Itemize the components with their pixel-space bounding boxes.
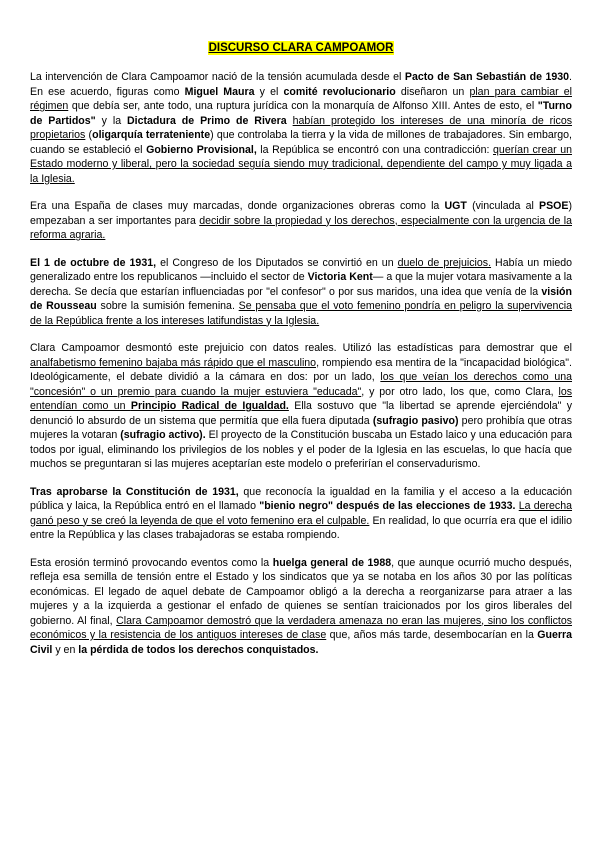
bold-text: Dictadura de Primo de Rivera xyxy=(127,114,287,127)
underlined-text: querían crear un Estado moderno y liberal, pero la sociedad seguía siendo muy tradicional, dependiente del campo y muy ligada a la Iglesia. xyxy=(30,143,572,185)
underlined-text: plan para cambiar el régimen xyxy=(30,85,572,112)
underlined-text: duelo de prejuicios. xyxy=(397,256,492,269)
document-body xyxy=(30,70,572,657)
text-run: , y por otro lado, los que, como Clara, xyxy=(361,385,559,398)
text-run: y en xyxy=(52,643,79,656)
underlined-text: decidir sobre la propiedad y los derechos, especialmente con la urgencia de la reforma agraria. xyxy=(30,214,572,241)
underlined-text: habían protegido los intereses de una minoría de ricos propietarios xyxy=(30,114,573,141)
text-run: La intervención de Clara Campoamor nació de la tensión acumulada desde el xyxy=(30,71,405,83)
text-run: la República se encontró con una contradicción: xyxy=(256,143,494,156)
text-run: ) que controlaba la tierra y la vida de millones de trabajadores. Sin embargo, cuando se estableció el xyxy=(30,129,572,156)
bold-text: Principio Radical de Igualdad. xyxy=(130,400,289,412)
bold-text: Pacto de San Sebastián de 1930 xyxy=(404,71,570,83)
text-run: ( xyxy=(85,129,93,141)
text-run: sobre la sumisión femenina. xyxy=(96,300,239,312)
bold-text: UGT xyxy=(444,200,467,212)
text-run: Clara Campoamor desmontó este prejuicio con datos reales. Utilizó las estadísticas para demostrar que el xyxy=(30,342,572,354)
text-run: . En ese acuerdo, figuras como xyxy=(30,71,572,98)
bold-text: comité revolucionario xyxy=(283,85,396,98)
bold-text: "Turno de Partidos" xyxy=(30,100,572,127)
title-container xyxy=(30,38,572,56)
text-run: En realidad, lo que ocurría era que el idilio entre la República y las clases trabajadoras se estaba rompiendo. xyxy=(30,514,573,541)
bold-text: El 1 de octubre de 1931, xyxy=(30,256,157,269)
text-run: ) empezaban a ser importantes para xyxy=(30,200,572,227)
text-run: que reconocía la igualdad en la familia y el acceso a la educación pública y laica, la República entró en el llamado xyxy=(30,485,572,512)
bold-text: la pérdida de todos los derechos conquistados. xyxy=(78,643,319,656)
underlined-text: los entendían como un xyxy=(30,385,573,412)
paragraph-5 xyxy=(30,485,572,543)
text-run: , que aunque ocurrió mucho después, refleja esa semilla de tensión entre el Estado y los sindicatos que ya se notaba en los años 30 por las políticas económicas. El legado de aquel debate de Campoamor obligó a la derecha a reorganizarse para atraer a las mujeres y a la izquierda a gestionar el enfado de quienes se sentían traicionados por los giros liberales del gobierno. Al final, xyxy=(30,556,572,627)
bold-text: Gobierno Provisional, xyxy=(146,143,257,156)
bold-text: (sufragio activo). xyxy=(120,429,206,441)
bold-text: "bienio negro" después de las elecciones de 1933. xyxy=(259,500,516,512)
text-run: que, años más tarde, desembocarían en la xyxy=(326,629,538,641)
text-run: — a que la mujer votara masivamente a la derecha. Se decía que estarían influenciadas por "el confesor" o por sus maridos, una idea que venía de la xyxy=(30,271,572,298)
document-title: DISCURSO CLARA CAMPOAMOR xyxy=(208,42,394,54)
underlined-text: Se pensaba que el voto femenino pondría en peligro la supervivencia de la República frente a los intereses latifundistas y la Iglesia. xyxy=(30,300,572,327)
text-run: diseñaron un xyxy=(395,85,470,98)
text-run: que debía ser, ante todo, una ruptura jurídica con la monarquía de Alfonso XIII. Antes de esto, el xyxy=(68,100,538,112)
text-run: el Congreso de los Diputados se convirtió en un xyxy=(156,256,398,269)
paragraph-1 xyxy=(30,70,572,186)
document-page xyxy=(30,38,572,670)
bold-text: PSOE xyxy=(539,200,569,212)
bold-text: Victoria Kent xyxy=(307,271,373,283)
paragraph-4 xyxy=(30,341,572,472)
text-run: Había un miedo generalizado entre los republicanos —incluido el sector de xyxy=(30,256,572,283)
underlined-text: los que veían los derechos como una "concesión" o un premio para cuando la mujer estuviera "educada" xyxy=(30,371,572,398)
underlined-text: La derecha ganó peso y se creó la leyenda de que el voto femenino era el culpable. xyxy=(30,500,573,527)
bold-text: Guerra Civil xyxy=(30,629,572,656)
paragraph-2 xyxy=(30,199,572,243)
text-run: El proyecto de la Constitución buscaba un Estado laico y una educación para todos por igual, eliminando los privilegios de los nobles y el poder de la Iglesia en las escuelas, lo que hacía que muchos se preguntaran si las mujeres aceptarían este modelo o preferirían el conservadurismo. xyxy=(30,429,572,470)
text-run: y la xyxy=(95,114,128,127)
bold-text: Tras aprobarse la Constitución de 1931, xyxy=(30,485,239,498)
underlined-text: analfabetismo femenino bajaba más rápido que el masculino, xyxy=(30,356,320,369)
bold-text: huelga general de 1988 xyxy=(272,556,392,569)
text-run: (vinculada al xyxy=(466,200,540,212)
bold-text: Miguel Maura xyxy=(184,85,255,98)
text-run: Ella sostuvo que "la libertad se aprende ejerciéndola" y denunció lo absurdo de un sistema que permitía que ella fuera diputada xyxy=(30,400,573,427)
text-run: rompiendo esa mentira de la "incapacidad biológica". Ideológicamente, el debate dividió a la cámara en dos: por un lado, xyxy=(30,356,572,383)
text-run: pero prohibía que otras mujeres la votaran xyxy=(30,414,572,441)
text-run: y el xyxy=(254,85,284,98)
bold-text: oligarquía terrateniente xyxy=(92,129,211,141)
bold-text: visión de Rousseau xyxy=(30,285,572,312)
text-run: Esta erosión terminó provocando eventos como la xyxy=(30,556,273,569)
paragraph-3 xyxy=(30,256,572,329)
text-run: Era una España de clases muy marcadas, donde organizaciones obreras como la xyxy=(30,200,445,212)
underlined-text: Clara Campoamor demostró que la verdadera amenaza no eran las mujeres, sino los conflictos económicos y la resistencia de los antiguos intereses de clase xyxy=(30,614,573,641)
bold-text: (sufragio pasivo) xyxy=(372,414,459,427)
paragraph-6 xyxy=(30,556,572,658)
